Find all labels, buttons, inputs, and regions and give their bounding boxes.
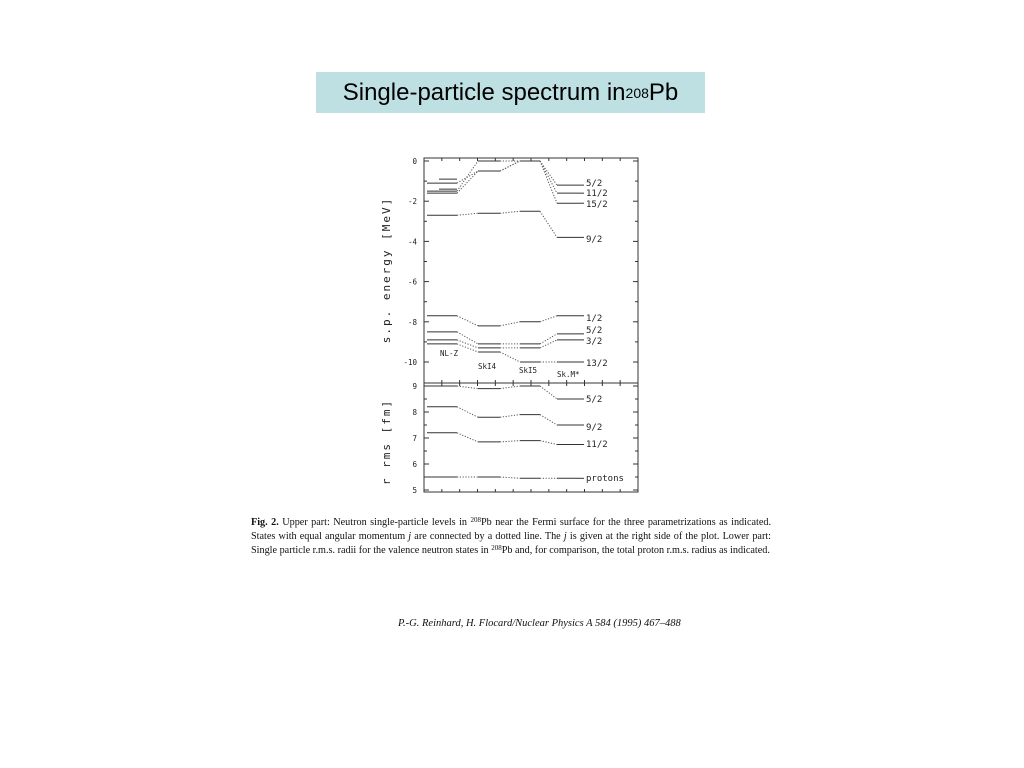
- caption-sup-2: 208: [491, 544, 502, 552]
- slide-title-text: Single-particle spectrum in: [342, 78, 626, 106]
- y-tick-label: 9: [412, 382, 417, 391]
- connector-dotted: [457, 344, 478, 352]
- caption-text-5: Pb and, for comparison, the total proton r.m.s. radius as indicated.: [501, 545, 770, 556]
- caption-text-3: are connected by a dotted line. The: [411, 531, 564, 542]
- connector-dotted: [457, 407, 478, 417]
- connector-dotted: [500, 477, 520, 478]
- series-label: 5/2: [586, 395, 603, 405]
- y-tick-label: -8: [407, 317, 417, 327]
- connector-dotted: [540, 211, 557, 237]
- series-label: 5/2: [586, 179, 603, 189]
- connector-dotted: [457, 161, 478, 191]
- model-label: SkI4: [478, 362, 497, 371]
- caption-text-4: is given at the right side of the plot. Lower part: Single particle r.m.s. radii for the valence neutron states in: [251, 531, 771, 556]
- connector-dotted: [457, 332, 478, 344]
- y-tick-label: -10: [403, 358, 417, 367]
- slide-title-element: Pb: [648, 78, 679, 106]
- connector-dotted: [540, 161, 557, 193]
- connector-dotted: [500, 211, 520, 213]
- y-tick-label: 7: [412, 434, 417, 443]
- series-label: 15/2: [586, 200, 608, 210]
- citation: P.-G. Reinhard, H. Flocard/Nuclear Physics A 584 (1995) 467–488: [398, 618, 681, 629]
- series-label: protons: [586, 474, 624, 484]
- connector-dotted: [500, 352, 520, 362]
- caption-fig-label: Fig. 2.: [251, 517, 279, 528]
- caption-text-2: Pb near the Fermi surface for the three parametrizations as indicated. States with equal angular momentum: [251, 517, 771, 542]
- connector-dotted: [540, 334, 557, 344]
- model-label: Sk.M*: [557, 370, 580, 379]
- slide-title: Single-particle spectrum in 208 Pb: [316, 72, 705, 113]
- y-tick-label: 6: [412, 460, 417, 469]
- connector-dotted: [457, 171, 478, 183]
- caption-j-1: j: [408, 531, 412, 542]
- connector-dotted: [457, 213, 478, 215]
- series-label: 3/2: [586, 337, 603, 347]
- connector-dotted: [500, 415, 520, 418]
- y-tick-label: -2: [407, 197, 417, 207]
- connector-dotted: [540, 161, 557, 185]
- series-label: 11/2: [586, 189, 608, 199]
- connector-dotted: [540, 316, 557, 322]
- series-label: 13/2: [586, 359, 608, 369]
- connector-dotted: [457, 340, 478, 348]
- y-tick-label: 0: [412, 157, 417, 166]
- caption-j-2: j: [563, 531, 567, 542]
- connector-dotted: [457, 171, 478, 193]
- y-tick-label: 8: [412, 408, 417, 417]
- connector-dotted: [540, 441, 557, 445]
- series-label: 5/2: [586, 326, 603, 336]
- figure-caption: [251, 516, 771, 558]
- y-axis-label: r rms [fm]: [380, 398, 393, 486]
- connector-dotted: [500, 386, 520, 389]
- radius-chart: [380, 382, 638, 495]
- series-label: 9/2: [586, 423, 603, 433]
- connector-dotted: [500, 322, 520, 326]
- series-label: 1/2: [586, 314, 603, 324]
- y-axis-label: s.p. energy [MeV]: [380, 196, 393, 344]
- series-label: 9/2: [586, 235, 603, 245]
- model-label: NL-Z: [440, 349, 459, 358]
- connector-dotted: [457, 386, 478, 389]
- y-tick-label: -6: [407, 277, 417, 287]
- connector-dotted: [457, 316, 478, 326]
- connector-dotted: [457, 433, 478, 442]
- energy-chart: [380, 157, 638, 383]
- connector-dotted: [540, 415, 557, 425]
- model-label: SkI5: [519, 366, 538, 375]
- caption-text-1: Upper part: Neutron single-particle levels in: [278, 517, 471, 528]
- connector-dotted: [540, 340, 557, 348]
- connector-dotted: [500, 441, 520, 442]
- y-tick-label: -4: [407, 237, 417, 247]
- series-label: 11/2: [586, 440, 608, 450]
- y-tick-label: 5: [412, 486, 417, 495]
- connector-dotted: [540, 386, 557, 399]
- connector-dotted: [500, 161, 520, 171]
- caption-sup-1: 208: [470, 516, 481, 524]
